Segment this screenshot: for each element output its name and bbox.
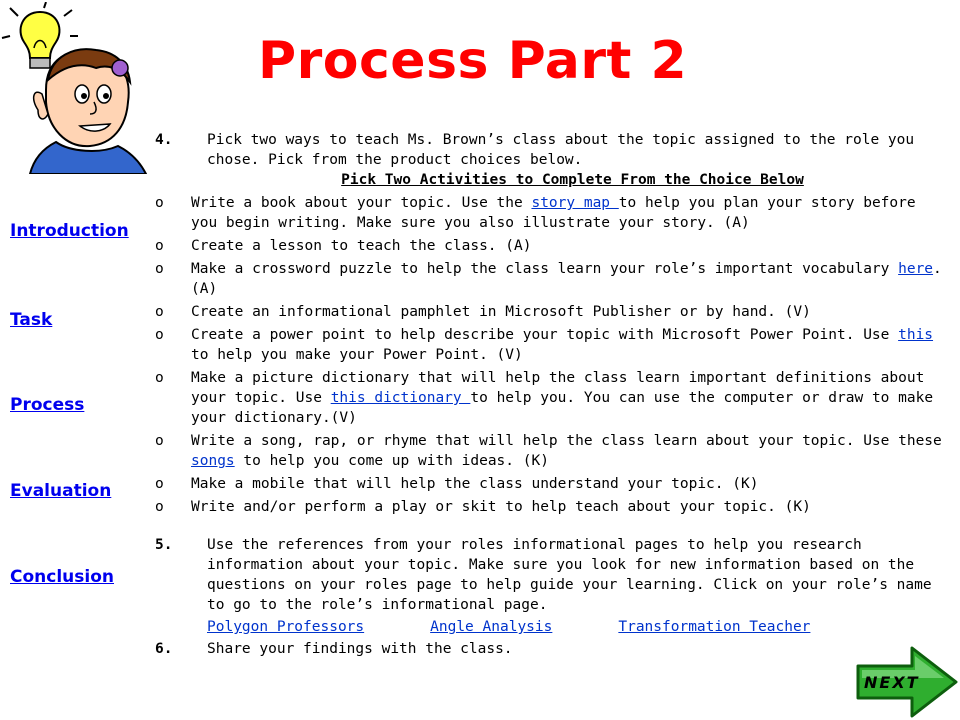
- spacer: [155, 517, 950, 535]
- nav-task-link[interactable]: Task: [10, 310, 53, 330]
- step-text: Use the references from your roles informational pages to help you research information about your topic. Make sure you look for new information based on the questions on your roles page to help guide your learning. Click on your role’s name to go to the role’s informational page.: [207, 537, 932, 613]
- activity-item: [155, 325, 950, 365]
- nav-evaluation-link[interactable]: Evaluation: [10, 481, 112, 501]
- nav-conclusion-link[interactable]: Conclusion: [10, 567, 114, 587]
- crossword-here-link[interactable]: here: [898, 261, 934, 277]
- step-5: [155, 535, 950, 615]
- polygon-professors-link[interactable]: Polygon Professors: [207, 619, 365, 635]
- step-number: 5.: [155, 537, 173, 553]
- activity-item: [155, 259, 950, 299]
- songs-link[interactable]: songs: [191, 453, 235, 469]
- next-label: NEXT: [864, 673, 920, 692]
- activity-text: Write a book about your topic. Use the story map to help you plan your story before you begin writing. Make sure you also illustrate your story. (A): [191, 195, 916, 231]
- step-text: Pick two ways to teach Ms. Brown’s class about the topic assigned to the role you chose. Pick from the product choices below.: [207, 132, 915, 168]
- step-number: 4.: [155, 132, 173, 148]
- story-map-link[interactable]: story map: [531, 195, 619, 211]
- activity-item: [155, 474, 950, 494]
- activity-text: Write and/or perform a play or skit to help teach about your topic. (K): [191, 499, 811, 515]
- bullet-marker: o: [155, 433, 164, 449]
- bullet-marker: o: [155, 370, 164, 386]
- activity-item: [155, 302, 950, 322]
- activities-heading: Pick Two Activities to Complete From the Choice Below: [341, 172, 804, 188]
- activity-item: [155, 193, 950, 233]
- transformation-teacher-link[interactable]: Transformation Teacher: [618, 619, 811, 635]
- bullet-marker: o: [155, 327, 164, 343]
- bullet-marker: o: [155, 238, 164, 254]
- activity-text: Create a lesson to teach the class. (A): [191, 238, 532, 254]
- activity-text: Create an informational pamphlet in Microsoft Publisher or by hand. (V): [191, 304, 811, 320]
- activity-text: Make a crossword puzzle to help the class learn your role’s important vocabulary here. (A): [191, 261, 942, 297]
- next-button[interactable]: [852, 644, 960, 720]
- process-content: [155, 130, 950, 659]
- activity-item: [155, 497, 950, 517]
- activity-item: [155, 368, 950, 428]
- activity-item: [155, 431, 950, 471]
- activity-text: Make a mobile that will help the class understand your topic. (K): [191, 476, 759, 492]
- activity-text: Write a song, rap, or rhyme that will help the class learn about your topic. Use these songs to help you come up with ideas. (K): [191, 433, 942, 469]
- nav-introduction-link[interactable]: Introduction: [10, 221, 129, 241]
- this-dictionary-link[interactable]: this dictionary: [330, 390, 471, 406]
- idea-boy-clipart: [0, 2, 152, 174]
- step-text: Share your findings with the class.: [207, 641, 513, 657]
- step-number: 6.: [155, 641, 173, 657]
- step-6: [155, 639, 950, 659]
- activity-text: Create a power point to help describe your topic with Microsoft Power Point. Use this to help you make your Power Point. (V): [191, 327, 934, 363]
- activity-text: Make a picture dictionary that will help the class learn important definitions about your topic. Use this dictionary to help you. You can use the computer or draw to make your dictionary.(V): [191, 370, 934, 426]
- angle-analysis-link[interactable]: Angle Analysis: [430, 619, 553, 635]
- bullet-marker: o: [155, 304, 164, 320]
- activity-list: [155, 193, 950, 517]
- nav-process-link[interactable]: Process: [10, 395, 85, 415]
- bullet-marker: o: [155, 476, 164, 492]
- step-4: [155, 130, 950, 170]
- activity-item: [155, 236, 950, 256]
- bullet-marker: o: [155, 195, 164, 211]
- page-title: Process Part 2: [258, 31, 688, 91]
- role-links: [155, 617, 950, 637]
- power-point-this-link[interactable]: this: [898, 327, 934, 343]
- bullet-marker: o: [155, 499, 164, 515]
- bullet-marker: o: [155, 261, 164, 277]
